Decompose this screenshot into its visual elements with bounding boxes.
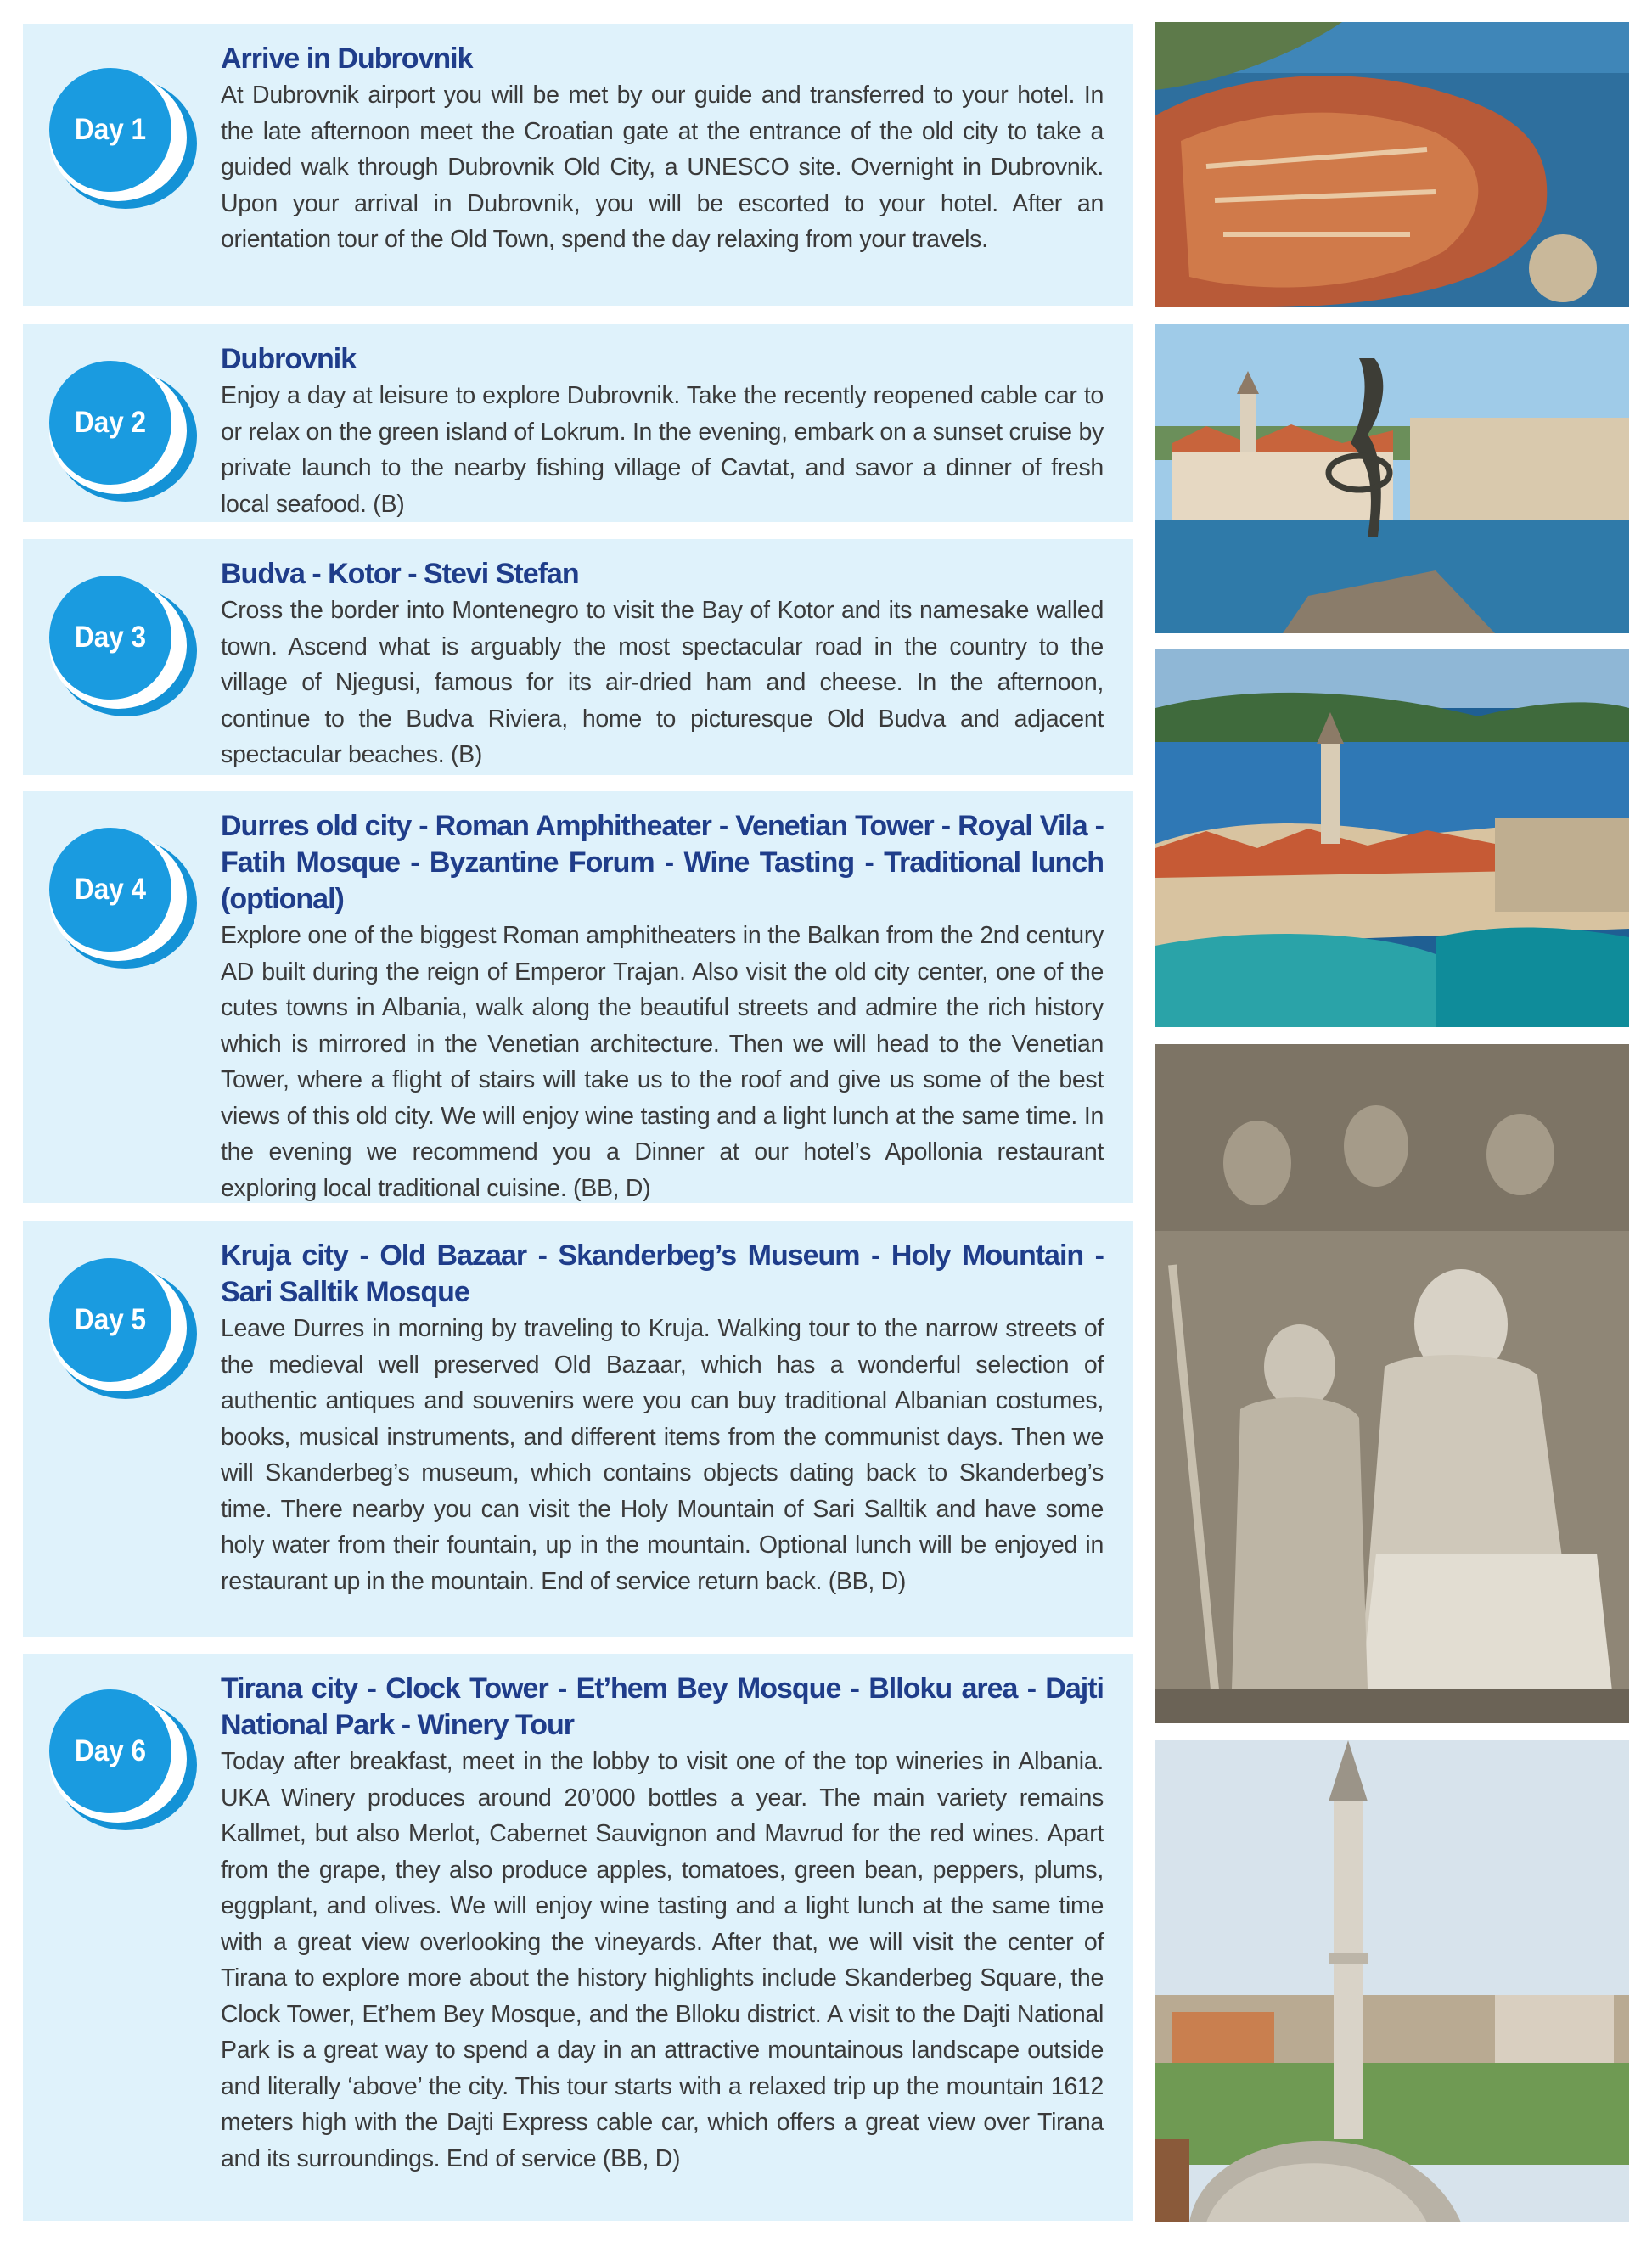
- day-3-badge-label: Day 3: [49, 576, 171, 700]
- day-1-title: Arrive in Dubrovnik: [221, 42, 473, 75]
- day-5-description: Leave Durres in morning by traveling to Kruja. Walking tour to the narrow streets of the medieval well preserved Old Bazaar, which has a wonderful selection of authentic antiques and souvenirs were you can buy traditional Albanian costumes, books, musical instruments, and different items from the communist days. Then we will Skanderbeg’s museum, which contains objects dating back to Skanderbeg’s time. There nearby you can visit the Holy Mountain of Sari Salltik and have some holy water from their fountain, up in the mountain. Optional lunch will be enjoyed in restaurant up in the mountain. End of service return back. (BB, D): [221, 1315, 1104, 1595]
- day-4-badge-label: Day 4: [49, 828, 171, 952]
- day-5-title: Kruja city - Old Bazaar - Skanderbeg’s Museum - Holy Mountain - Sari Salltik Mosque: [221, 1239, 1104, 1308]
- day-6-badge-label: Day 6: [49, 1689, 171, 1813]
- day-1-badge-label: Day 1: [49, 68, 171, 192]
- dubrovnik-aerial-photo: [1155, 22, 1629, 307]
- day-6-description: Today after breakfast, meet in the lobby to visit one of the top wineries in Albania. UKA Winery produces around 20’000 bottles a year. The main variety remains Kallmet, but also Merlot, Cabernet Sauvignon and Mavrud for the red wines. Apart from the grape, they also produce apples, tomatoes, green bean, peppers, plums, eggplant, and olives. We will enjoy wine tasting and a light lunch at the same time with a great view overlooking the vineyards. After that, we will visit the center of Tirana to explore more about the history highlights include Skanderbeg Square, the Clock Tower, Et’hem Bey Mosque, and the Blloku district. A visit to the Dajti National Park is a great way to spend a day in an attractive mountainous landscape outside and literally ‘above’ the city. This tour starts with a relaxed trip up the mountain 1612 meters high with the Dajti Express cable car, which offers a great view over Tirana and its surroundings. End of service (BB, D): [221, 1748, 1104, 2172]
- skanderbeg-relief-photo: [1155, 1044, 1629, 1723]
- day-2-description: Enjoy a day at leisure to explore Dubrovnik. Take the recently reopened cable car to or relax on the green island of Lokrum. In the evening, embark on a sunset cruise by private launch to the nearby fishing village of Cavtat, and savor a dinner of fresh local seafood. (B): [221, 382, 1104, 518]
- day-4-title: Durres old city - Roman Amphitheater - Venetian Tower - Royal Vila - Fatih Mosque - Byzantine Forum - Wine Tasting - Traditional lunch (optional): [221, 810, 1104, 915]
- day-6-badge: [42, 1689, 204, 1834]
- tirana-mosque-photo: [1155, 1740, 1629, 2222]
- day-3-badge: [42, 576, 204, 720]
- day-3-description: Cross the border into Montenegro to visit the Bay of Kotor and its namesake walled town. Ascend what is arguably the most spectacular road in the country to the village of Njegusi, famous for its air-dried ham and cheese. In the afternoon, continue to the Budva Riviera, home to picturesque Old Budva and adjacent spectacular beaches. (B): [221, 597, 1104, 768]
- day-5-badge: [42, 1258, 204, 1402]
- day-4-badge: [42, 828, 204, 972]
- budva-old-town-photo: [1155, 649, 1629, 1027]
- day-3-title: Budva - Kotor - Stevi Stefan: [221, 558, 579, 590]
- budva-dancer-statue-photo: [1155, 324, 1629, 633]
- day-2-badge-label: Day 2: [49, 361, 171, 485]
- day-1-badge: [42, 68, 204, 212]
- day-2-badge: [42, 361, 204, 505]
- day-1-description: At Dubrovnik airport you will be met by our guide and transferred to your hotel. In the late afternoon meet the Croatian gate at the entrance of the old city to take a guided walk through Dubrovnik Old City, a UNESCO site. Overnight in Dubrovnik. Upon your arrival in Dubrovnik, you will be escorted to your hotel. After an orientation tour of the Old Town, spend the day relaxing from your travels.: [221, 81, 1104, 253]
- day-6-title: Tirana city - Clock Tower - Et’hem Bey Mosque - Blloku area - Dajti National Park - Winery Tour: [221, 1672, 1104, 1741]
- day-4-description: Explore one of the biggest Roman amphitheaters in the Balkan from the 2nd century AD built during the reign of Emperor Trajan. Also visit the old city center, one of the cutes towns in Albania, walk along the beautiful streets and admire the rich history which is mirrored in the Venetian architecture. Then we will head to the Venetian Tower, where a flight of stairs will take us to the roof and give us some of the best views of this old city. We will enjoy wine tasting and a light lunch at the same time. In the evening we recommend you a Dinner at our hotel’s Apollonia restaurant exploring local traditional cuisine. (BB, D): [221, 922, 1104, 1202]
- day-5-badge-label: Day 5: [49, 1258, 171, 1382]
- day-2-title: Dubrovnik: [221, 343, 357, 375]
